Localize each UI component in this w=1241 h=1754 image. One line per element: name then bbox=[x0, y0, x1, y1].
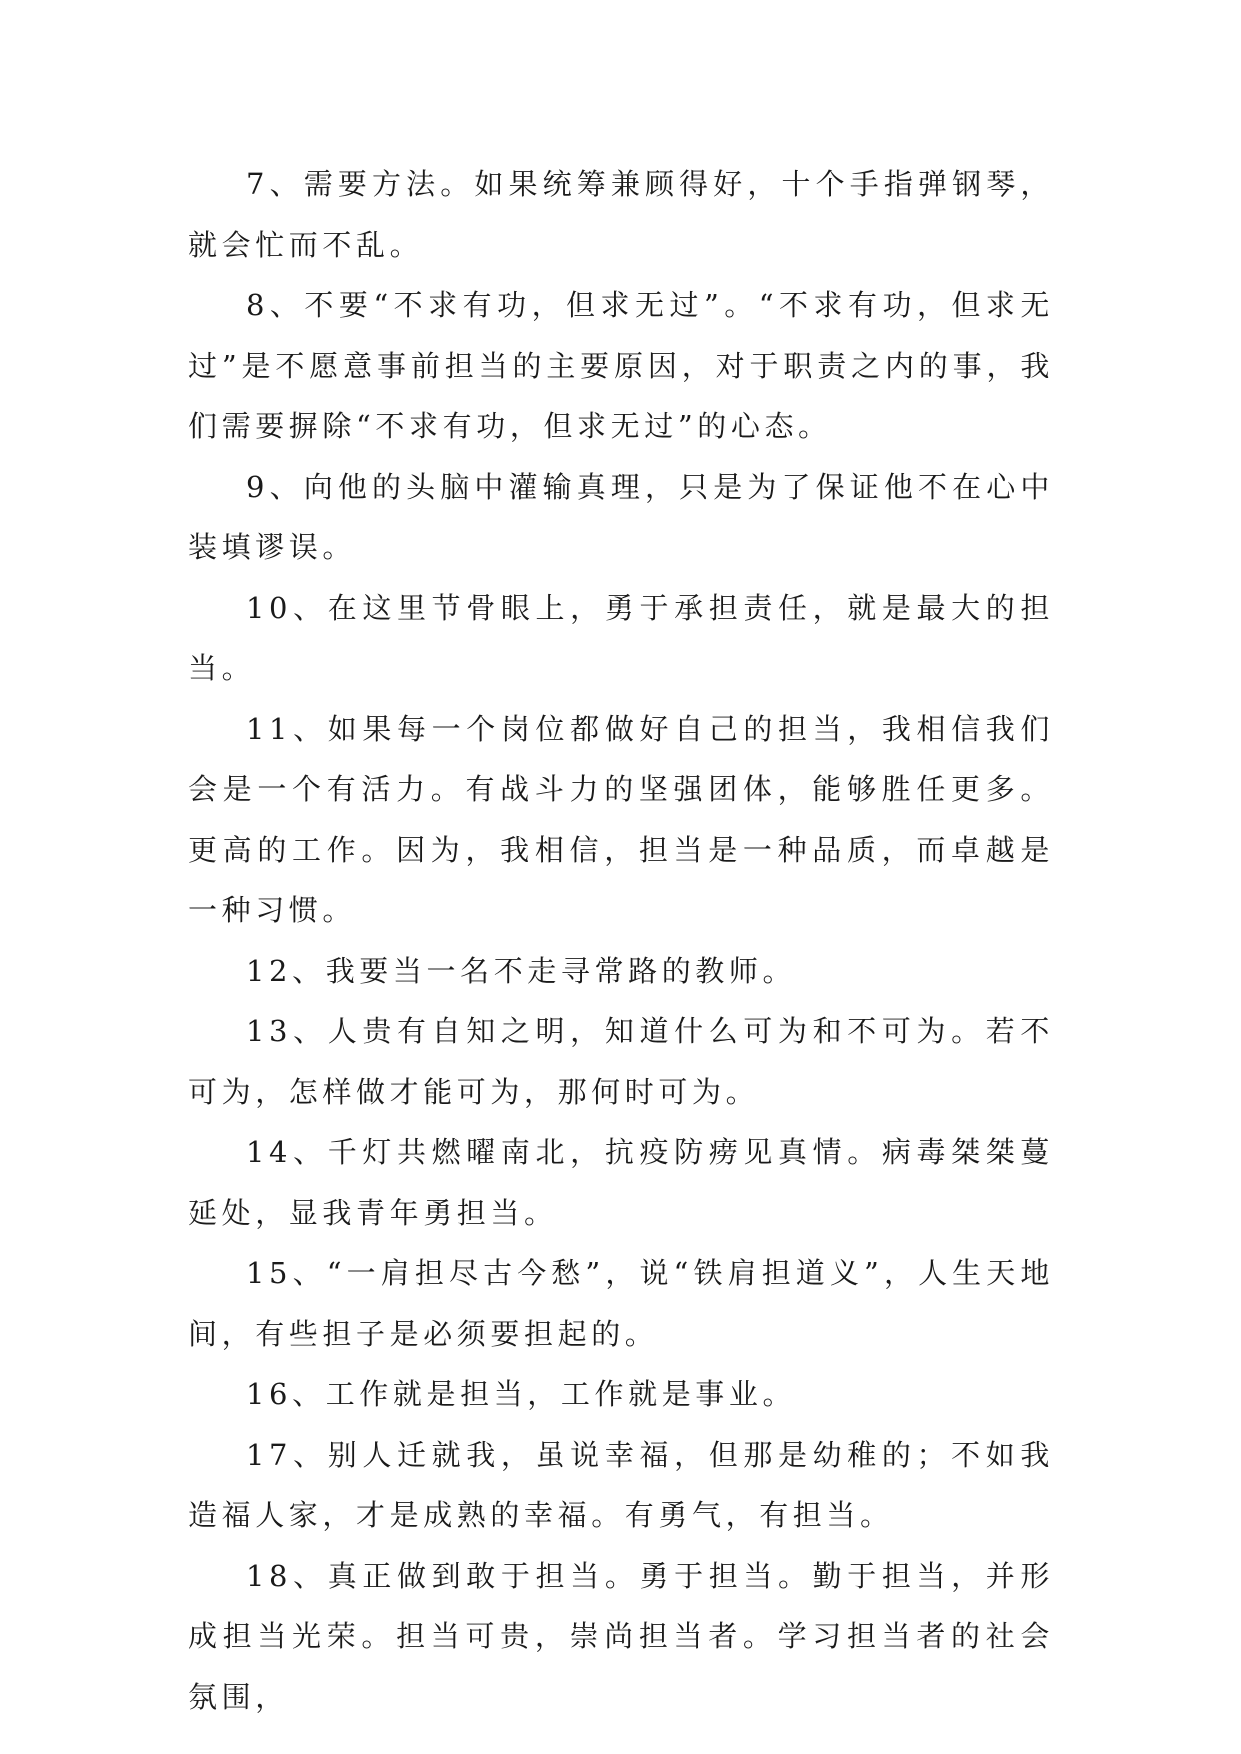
paragraph-15: 15、“一肩担尽古今愁”，说“铁肩担道义”，人生天地间，有些担子是必须要担起的。 bbox=[188, 1256, 1054, 1351]
paragraph-8: 8、不要“不求有功，但求无过”。“不求有功，但求无过”是不愿意事前担当的主要原因，对于职责之内的事，我们需要摒除“不求有功，但求无过”的心态。 bbox=[188, 288, 1054, 443]
paragraph-10: 10、在这里节骨眼上，勇于承担责任，就是最大的担当。 bbox=[188, 590, 1054, 685]
paragraph-12: 12、我要当一名不走寻常路的教师。 bbox=[246, 953, 797, 988]
paragraph-11: 11、如果每一个岗位都做好自己的担当，我相信我们会是一个有活力。有战斗力的坚强团体，能够胜任更多。更高的工作。因为，我相信，担当是一种品质，而卓越是一种习惯。 bbox=[188, 711, 1054, 927]
paragraph-16: 16、工作就是担当，工作就是事业。 bbox=[246, 1377, 797, 1411]
paragraph-14: 14、千灯共燃曜南北，抗疫防痨见真情。病毒桀桀蔓延处，显我青年勇担当。 bbox=[188, 1135, 1054, 1230]
document-body bbox=[188, 154, 1054, 1727]
paragraph-13: 13、人贵有自知之明，知道什么可为和不可为。若不可为，怎样做才能可为，那何时可为。 bbox=[188, 1014, 1054, 1109]
paragraph-9: 9、向他的头脑中灌输真理，只是为了保证他不在心中装填谬误。 bbox=[188, 469, 1054, 564]
paragraph-17: 17、别人迁就我，虽说幸福，但那是幼稚的；不如我造福人家，才是成熟的幸福。有勇气，有担当。 bbox=[188, 1437, 1054, 1532]
paragraph-7: 7、需要方法。如果统筹兼顾得好，十个手指弹钢琴，就会忙而不乱。 bbox=[188, 167, 1054, 262]
paragraph-18: 18、真正做到敢于担当。勇于担当。勤于担当，并形成担当光荣。担当可贵，崇尚担当者。学习担当者的社会氛围， bbox=[188, 1558, 1054, 1714]
